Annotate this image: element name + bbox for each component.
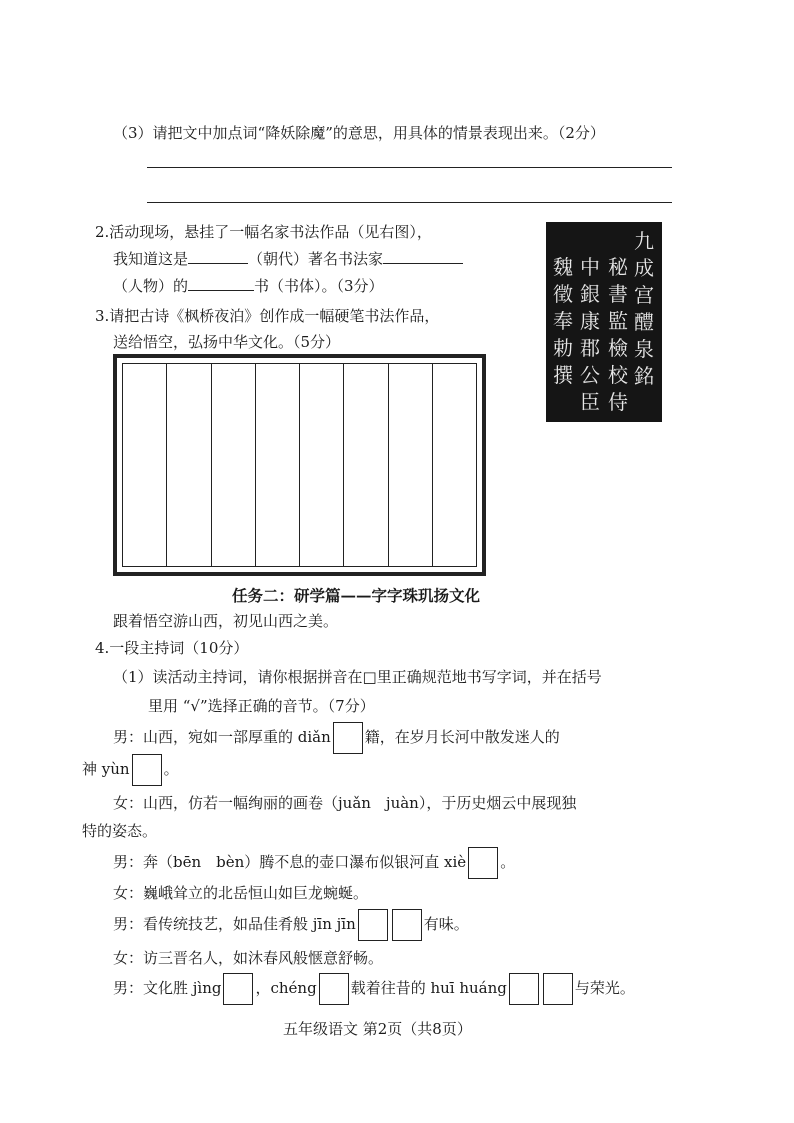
person-blank[interactable] [188,276,254,291]
dialogue-line-3: 女：山西，仿若一幅绚丽的画卷（juǎn juàn），于历史烟云中展现独 [113,794,577,812]
grid-column[interactable] [433,364,476,566]
answer-box-dian[interactable] [333,722,363,754]
dialogue-line-5: 男：奔（bēn bèn）腾不息的壶口瀑布似银河直 xiè 。 [113,847,515,879]
question-4-1-line2: 里用 “√”选择正确的音节。（7分） [148,697,375,715]
answer-box-cheng[interactable] [319,973,349,1005]
answer-box-hui[interactable] [509,973,539,1005]
calligraphy-col-4: 魏 徵 奉 勅 撰 [553,255,573,387]
grid-column[interactable] [123,364,167,566]
dynasty-blank[interactable] [188,249,248,264]
calligraphy-practice-grid[interactable] [113,354,486,576]
answer-box-huang[interactable] [543,973,573,1005]
question-2-line1: 2.活动现场，悬挂了一幅名家书法作品（见右图）， [95,223,432,241]
question-3-line1: 3.请把古诗《枫桥夜泊》创作成一幅硬笔书法作品， [95,307,440,325]
answer-box-jing[interactable] [223,973,253,1005]
task2-title: 任务二：研学篇——字字珠玑扬文化 [232,586,481,605]
task2-intro: 跟着悟空游山西，初见山西之美。 [113,612,339,630]
dialogue-line-8: 女：访三晋名人，如沐春风般惬意舒畅。 [113,949,384,967]
dialogue-line-2: 神 yùn 。 [82,754,179,786]
answer-box-yun[interactable] [132,754,162,786]
dialogue-line-1: 男：山西，宛如一部厚重的 diǎn 籍，在岁月长河中散发迷人的 [113,722,560,754]
question-3-line2: 送给悟空，弘扬中华文化。（5分） [113,333,341,351]
dialogue-line-4: 特的姿态。 [82,822,158,840]
question-4-title: 4.一段主持词（10分） [95,639,249,657]
answer-line-2[interactable] [147,202,672,203]
grid-column[interactable] [300,364,344,566]
dialogue-line-6: 女：巍峨耸立的北岳恒山如巨龙蜿蜒。 [113,884,369,902]
dialogue-line-9: 男：文化胜 jìng ，chéng 载着往昔的 huī huáng 与荣光。 [113,973,635,1005]
grid-column[interactable] [167,364,211,566]
calligraphy-col-1: 九 成 宫 醴 泉 銘 [634,229,654,388]
answer-box-jin2[interactable] [392,909,422,941]
question-2-line2: 我知道这是 （朝代）著名书法家 [113,248,463,269]
answer-box-jin1[interactable] [358,909,388,941]
page-footer: 五年级语文 第2页（共8页） [283,1020,472,1038]
question-2-line3: （人物）的 书（书体）。（3分） [113,277,384,295]
grid-column[interactable] [256,364,300,566]
dotted-word: “降妖除魔” [257,124,333,142]
calligraphy-col-3: 中 銀 康 郡 公 臣 [580,255,600,414]
calligrapher-blank[interactable] [383,249,463,264]
calligraphy-image [546,222,662,422]
question-4-1-line1: （1）读活动主持词，请你根据拼音在□里正确规范地书写字词，并在括号 [113,668,602,686]
dialogue-line-7: 男：看传统技艺，如品佳肴般 jīn jīn 有味。 [113,909,469,941]
grid-column[interactable] [212,364,256,566]
answer-line-1[interactable] [147,167,672,168]
grid-column[interactable] [389,364,433,566]
calligraphy-col-2: 秘 書 監 檢 校 侍 [608,255,628,414]
question-3-2: （3）请把文中加点词“降妖除魔”的意思，用具体的情景表现出来。（2分） [113,124,605,142]
answer-box-xie[interactable] [468,847,498,879]
grid-column[interactable] [344,364,388,566]
